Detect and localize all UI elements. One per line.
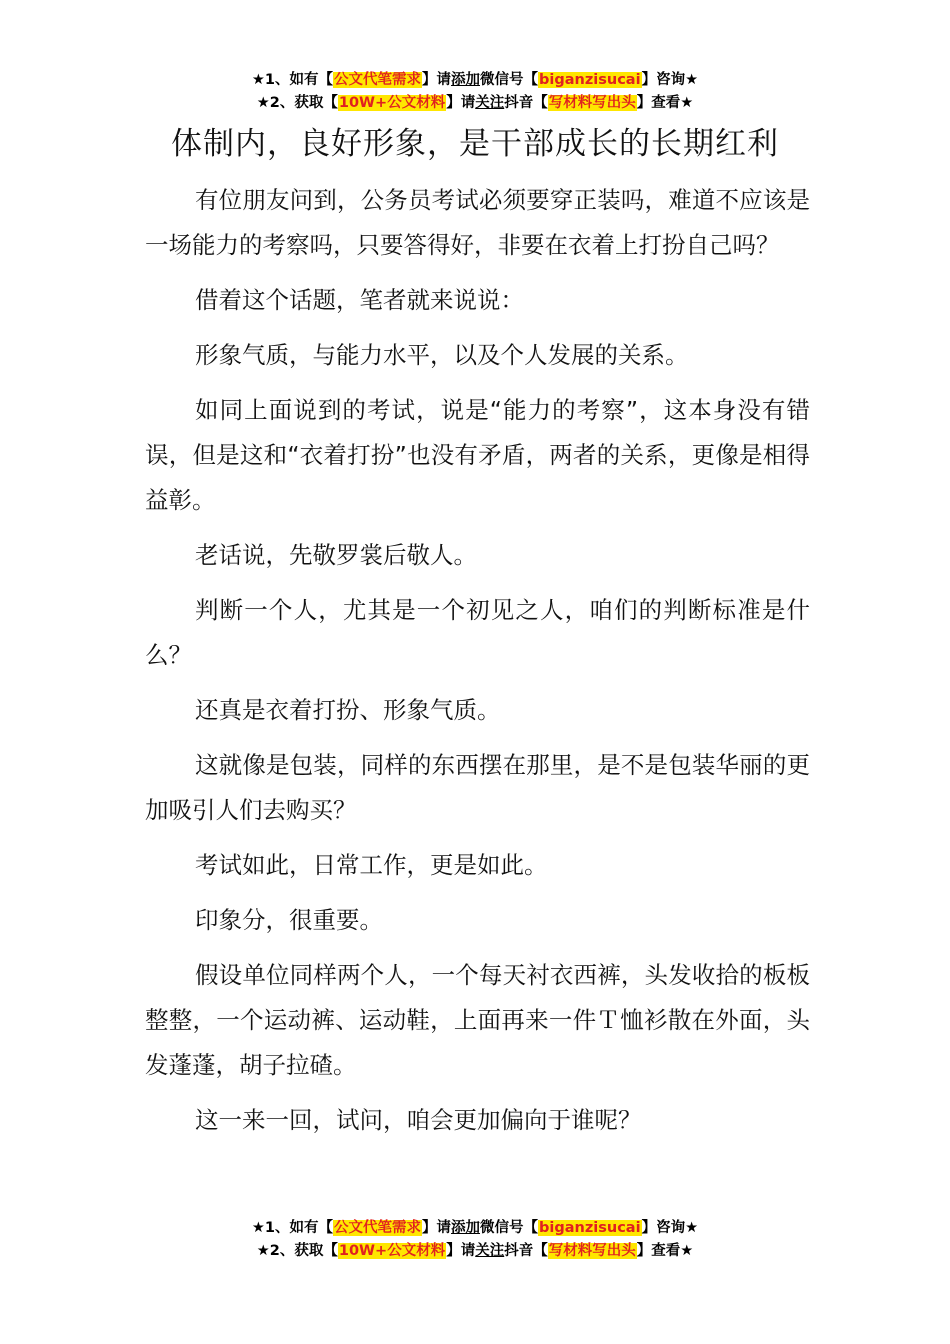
footer-highlight-materials: 10W+公文材料 — [338, 1243, 446, 1259]
paragraph: 这一来一回，试问，咱会更加偏向于谁呢？ — [195, 1106, 642, 1134]
paragraph: 考试如此，日常工作，更是如此。 — [195, 851, 548, 879]
header-banner — [0, 69, 950, 115]
footer-line-1-end: 】咨询★ — [641, 1220, 699, 1236]
header-line-1 — [0, 69, 950, 92]
header-line-2 — [0, 92, 950, 115]
header-highlight-service: 公文代笔需求 — [334, 72, 422, 88]
paragraph: 有位朋友问到，公务员考试必须要穿正装吗，难道不应该是一场能力的考察吗，只要答得好，非要在衣着上打扮自己吗？ — [145, 186, 810, 259]
footer-line-2-mid2: 抖音【 — [504, 1243, 548, 1259]
footer-line-1-mid2: 微信号【 — [480, 1220, 539, 1236]
header-line-2-mid2: 抖音【 — [504, 95, 548, 111]
header-highlight-douyin: 写材料写出头 — [548, 95, 636, 111]
footer-highlight-wechat-id: biganzisucai — [539, 1220, 641, 1236]
paragraph: 老话说，先敬罗裳后敬人。 — [195, 541, 477, 569]
paragraph: 还真是衣着打扮、形象气质。 — [195, 696, 501, 724]
header-line-2-end: 】查看★ — [636, 95, 694, 111]
footer-line-1-mid: 】请 — [422, 1220, 452, 1236]
header-underline-add: 添加 — [451, 72, 481, 88]
footer-underline-add: 添加 — [451, 1220, 481, 1236]
header-line-2-start: ★2、获取【 — [256, 95, 338, 111]
header-line-1-end: 】咨询★ — [641, 72, 699, 88]
footer-highlight-douyin: 写材料写出头 — [548, 1243, 636, 1259]
paragraph: 判断一个人，尤其是一个初见之人，咱们的判断标准是什么？ — [145, 596, 810, 669]
footer-line-1-start: ★1、如有【 — [251, 1220, 334, 1236]
footer-line-2-mid: 】请 — [446, 1243, 476, 1259]
footer-highlight-service: 公文代笔需求 — [334, 1220, 422, 1236]
header-highlight-materials: 10W+公文材料 — [338, 95, 446, 111]
paragraph: 如同上面说到的考试，说是“能力的考察”，这本身没有错误，但是这和“衣着打扮”也没有矛盾，两者的关系，更像是相得益彰。 — [145, 396, 810, 514]
footer-underline-follow: 关注 — [475, 1243, 505, 1259]
header-highlight-wechat-id: biganzisucai — [539, 72, 641, 88]
header-underline-follow: 关注 — [475, 95, 505, 111]
paragraph: 借着这个话题，笔者就来说说： — [195, 286, 524, 314]
footer-line-2 — [0, 1240, 950, 1263]
header-line-1-start: ★1、如有【 — [251, 72, 334, 88]
paragraph: 这就像是包装，同样的东西摆在那里，是不是包装华丽的更加吸引人们去购买？ — [145, 751, 810, 824]
footer-banner — [0, 1217, 950, 1263]
paragraph: 假设单位同样两个人，一个每天衬衣西裤，头发收拾的板板整整，一个运动裤、运动鞋，上面再来一件Ｔ恤衫散在外面，头发蓬蓬，胡子拉碴。 — [145, 961, 810, 1079]
footer-line-2-end: 】查看★ — [636, 1243, 694, 1259]
footer-line-1 — [0, 1217, 950, 1240]
article-title: 体制内，良好形象，是干部成长的长期红利 — [171, 126, 779, 162]
header-line-2-mid: 】请 — [446, 95, 476, 111]
header-line-1-mid2: 微信号【 — [480, 72, 539, 88]
footer-line-2-start: ★2、获取【 — [256, 1243, 338, 1259]
paragraph: 印象分，很重要。 — [195, 906, 383, 934]
header-line-1-mid: 】请 — [422, 72, 452, 88]
paragraph: 形象气质，与能力水平，以及个人发展的关系。 — [195, 341, 689, 369]
article-body — [145, 178, 810, 1153]
